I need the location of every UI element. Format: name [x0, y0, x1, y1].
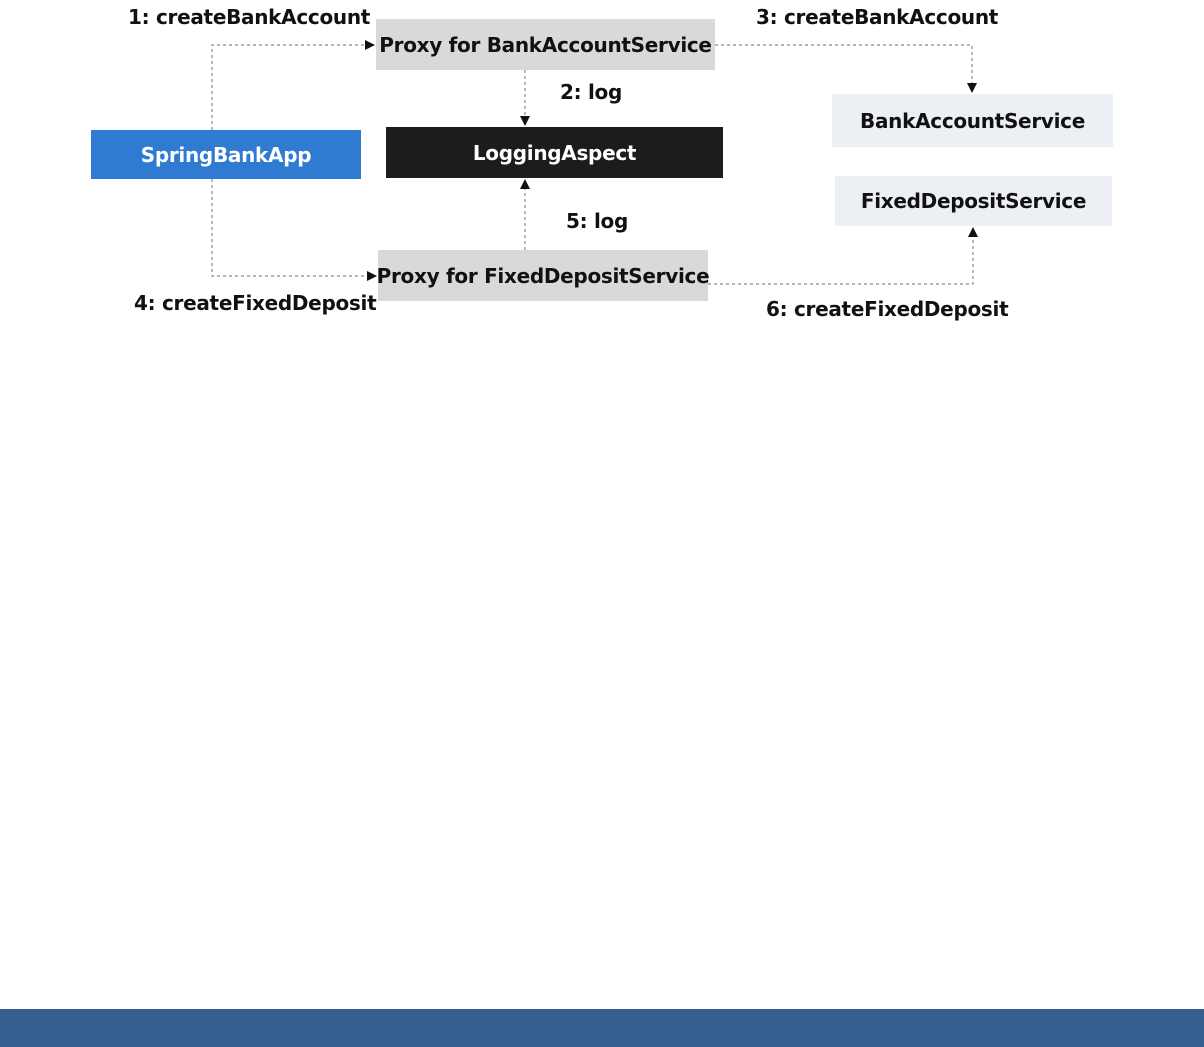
fixed-deposit-proxy-node — [378, 250, 708, 301]
bank-account-proxy-label: Proxy for BankAccountService — [379, 32, 712, 57]
edge-label-step-2: 2: log — [560, 80, 622, 104]
edge-3-bank-proxy-to-bank-service — [715, 45, 972, 92]
bank-account-proxy-node — [376, 19, 715, 70]
edge-4-app-to-fd-proxy — [212, 179, 376, 276]
edge-label-step-3: 3: createBankAccount — [756, 5, 999, 29]
bank-account-service-node — [832, 94, 1113, 147]
edge-6-fd-proxy-to-fd-service — [708, 228, 973, 284]
edge-label-step-6: 6: createFixedDeposit — [766, 297, 1009, 321]
bank-account-service-label: BankAccountService — [860, 108, 1085, 133]
edge-1-app-to-bank-proxy — [212, 45, 374, 130]
fixed-deposit-proxy-label: Proxy for FixedDepositService — [376, 263, 710, 288]
spring-bank-app-node — [91, 130, 361, 179]
edge-label-step-1: 1: createBankAccount — [128, 5, 371, 29]
fixed-deposit-service-node — [835, 176, 1112, 226]
footer-bar — [0, 1009, 1204, 1047]
spring-bank-app-label: SpringBankApp — [140, 142, 312, 167]
logging-aspect-label: LoggingAspect — [472, 140, 637, 165]
logging-aspect-node — [386, 127, 723, 178]
edge-label-step-5: 5: log — [566, 209, 628, 233]
fixed-deposit-service-label: FixedDepositService — [860, 189, 1087, 213]
edge-label-step-4: 4: createFixedDeposit — [134, 291, 377, 315]
